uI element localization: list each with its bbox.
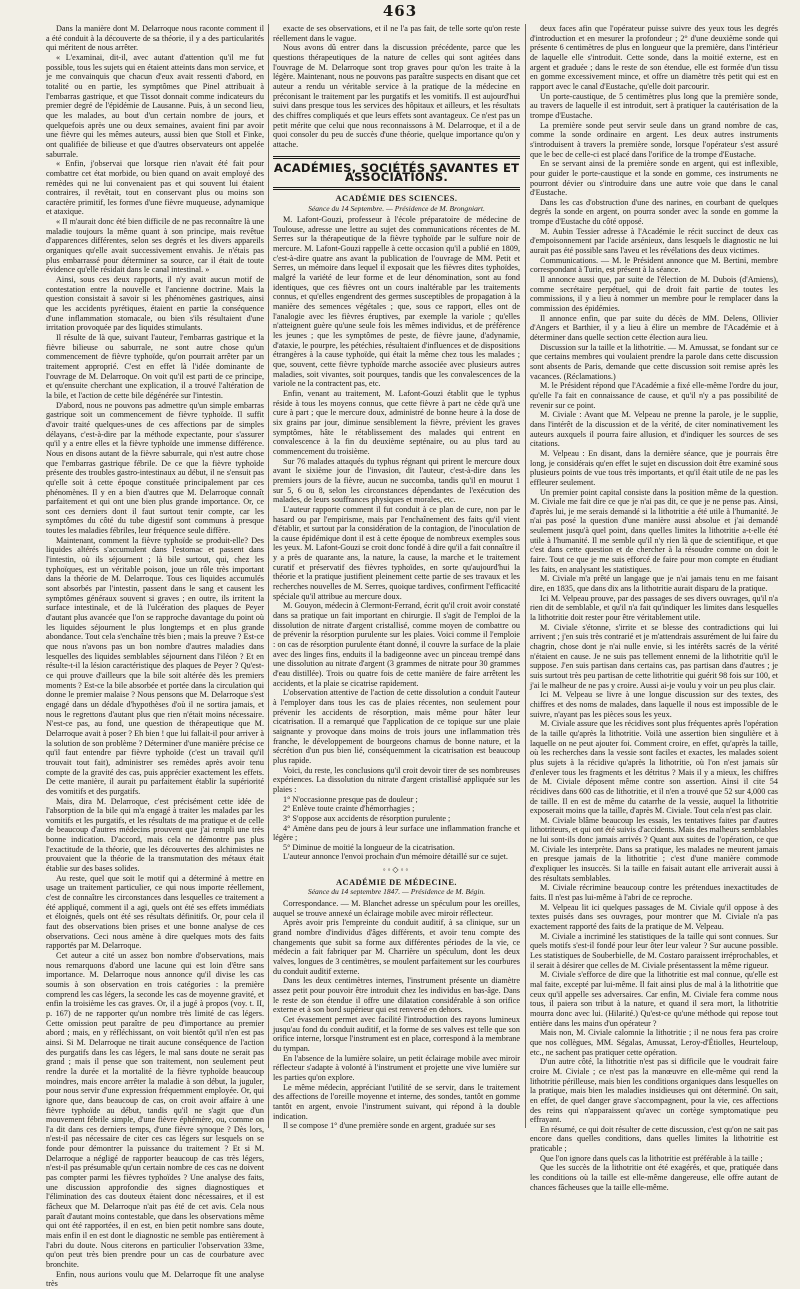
paragraph: M. le Président répond que l'Académie a fixé elle-même l'ordre du jour, qu'elle l'a fait en connaissance de cause, et qu'il n'y a pas possibilité de revenir sur ce point. bbox=[530, 381, 778, 410]
paragraph: D'abord, nous ne pouvons pas admettre qu'un simple embarras gastrique soit un commencement de fièvre typhoïde. Il suffit d'avoir traité quelques-unes de ces affections par de simples délayans, c'est-à-dire par la méthode expectante, pour s'assurer qu'il y a entre elles et la fièvre typhoïde une immense différence. Nous en disons autant de la fièvre saburrale, qui n'est autre chose que l'embarras gastrique fébrile. De ce que la fièvre typhoïde présente des troubles gastro-intestinaux au début, il ne s'ensuit pas qu'elle soit à cette époque constituée principalement par ces phénomènes. Il y en a bien d'autres que M. Delarroque connaît parfaitement et qui ont une bien plus grande importance. Or, ce sont ces derniers dont il faut surtout tenir compte, car les symptômes du côté du tube digestif sont communs à presque toutes les maladies fébriles, leur fréquence seule diffère. bbox=[46, 400, 264, 536]
paragraph: En se servant ainsi de la première sonde en argent, qui est inflexible, pour guider le porte-caustique et la sonde en gomme, ces instruments ne pourront dévier ou s'introduire dans une autre voie que dans le canal d'Eustache. bbox=[530, 159, 778, 198]
paragraph: Enfin, venant au traitement, M. Lafont-Gouzi établit que le typhus réside à tous les moyens connus, que cette fièvre à part ne cède qu'à une cure à part ; que le mercure doux, administré de bonne heure à la dose de six grains par jour, diminue sensiblement la fièvre, prévient les graves symptômes, hâte le rétablissement des malades qui entrent en convalescence à la fin du deuxième septénaire, ou au plus tard au commencement du troisième. bbox=[273, 388, 520, 456]
paragraph: 4° Amène dans peu de jours à leur surface une inflammation franche et légère ; bbox=[273, 823, 520, 843]
paragraph: M. Civiale s'étonne, s'irrite et se blesse des contradictions qui lui arrivent ; j'en suis très contrarié et je m'attendrais assurément de lui faire du chagrin, chose dont je n'ai nulle envie, si les intérêts sacrés de la vérité n'étaient en cause. Je ne suis pas tellement ennemi de la lithotritie qu'il le suppose. J'en suis partisan dans certains cas, pas partisan dans d'autres ; je suis surtout très peu partisan de cette lithotritie qui guérit 98 fois sur 100, et j'ai le malheur de ne pas y croire. Aussi ai-je voulu y voir un peu plus clair. bbox=[530, 622, 778, 690]
paragraph: Communications. — M. le Président annonce que M. Bertini, membre correspondant à Turin, est présent à la séance. bbox=[530, 255, 778, 275]
paragraph: Que les succès de la lithotritie ont été exagérés, et que, pratiquée dans les conditions où la taille est elle-même dangereuse, elle offre autant de chances fâcheuses que la taille elle-même. bbox=[530, 1163, 778, 1192]
academy-medicine-heading: ACADÉMIE DE MÉDECINE. bbox=[335, 877, 457, 887]
paragraph: 3° S'oppose aux accidents de résorption purulente ; bbox=[283, 813, 451, 823]
paragraph: Il annonce aussi que, par suite de l'élection de M. Dubois (d'Amiens), comme secrétaire perpétuel, qui de droit fait partie de toutes les commissions, il y a lieu à nommer un membre pour le remplacer dans la commission des épidémies. bbox=[530, 275, 778, 314]
paragraph: L'auteur rapporte comment il fut conduit à ce plan de cure, non par le hasard ou par l'empirisme, mais par l'enchaînement des faits qu'il vient d'établir, et surtout par la considération de la contagion, de l'inoculation de la cause épidémique dont il est à cette époque de nombreux exemples sous les yeux. M. Lafont-Gouzi se croit donc fondé à dire qu'il a fait connaître il y a près de quarante ans, la nature, la cause, la marche et le traitement curatif et préservatif des fièvres typhoïdes, en sorte qu'aujourd'hui la théorie et la pratique justifient pleinement cette partie de ses travaux et les recherches nouvelles de M. Serres, quoique tardives, confirment l'efficacité spéciale qu'il attribue au mercure doux. bbox=[273, 504, 520, 601]
paragraph: Un premier point capital consiste dans la position même de la question. M. Civiale me fait dire ce que je n'ai pas dit, ce que je ne pense pas. Ainsi, d'après lui, je me serais demandé si la lithotritie a été utile à l'humanité. Je n'ai pas posé la question d'une manière aussi absolue et j'ai demandé seulement jusqu'à quel point, dans quelles limites la lithotritie a-t-elle été utile à l'humanité. Il me semble qu'il n'y rien là que de scientifique, et que c'est dans cette question et de chercher à la résoudre comme on doit le faire. Tout ce que je me suis efforcé de faire pour mon compte en étudiant les faits, en analysant les statistiques. bbox=[530, 487, 778, 574]
paragraph: Ici M. Velpeau se livre à une longue discussion sur des textes, des chiffres et des noms de malades, dans laquelle il nous est impossible de le suivre, n'ayant pas les pièces sous les yeux. bbox=[530, 690, 778, 719]
paragraph: M. Civiale s'efforce de dire que la lithotritie est mal connue, qu'elle est mal faite, excepté par lui-même. Il fait ainsi plus de mal à la lithotritie que ceux qu'il appelle ses adversaires. Car enfin, M. Civiale fera comme nous tous, il paiera son tribut à la nature, et quand il sera mort, la lithotritie mourra donc avec lui. (Hilarité.) Qu'est-ce qu'une méthode qui repose tout entière dans les mains d'un opérateur ? bbox=[530, 970, 778, 1028]
paragraph: La première sonde peut servir seule dans un grand nombre de cas, comme la sonde ordinaire en argent. Les deux autres instruments s'introduisent à travers la première sonde, lorsque l'opérateur s'est assuré que le bec de celle-ci est placé dans l'orifice de la trompe d'Eustache. bbox=[530, 120, 778, 159]
article-continuation bbox=[273, 24, 520, 150]
paragraph: Dans les cas d'obstruction d'une des narines, en courbant de quelques degrés la sonde en argent, on pourra sonder avec la sonde en gomme la trompe d'Eustache du côté opposé. bbox=[530, 197, 778, 227]
paragraph: Au reste, quel que soit le motif qui a déterminé à mettre en usage un traitement particulier, ce qui nous importe réellement, c'est de connaître les circonstances dans lesquelles ce traitement a été appliqué, comment il a agi, quels ont été ses effets immédiats et éloignés, quels ont été ses résultats définitifs. Or, pour cela il faut des observations bien prises et une bonne analyse de ces observations. Ceci nous amène à dire quelques mots des faits rapportés par M. Delarroque. bbox=[46, 873, 264, 951]
section-heading: ACADÉMIES, SOCIÉTÉS SAVANTES ET ASSOCIATIONS. bbox=[273, 156, 520, 190]
page-number: 463 bbox=[382, 2, 418, 20]
column-1 bbox=[46, 24, 264, 1289]
paragraph: M. Aubin Tessier adresse à l'Académie le récit succinct de deux cas d'empoisonnement par l'acide arsénieux, dans lesquels le diagnostic ne lui aurait pas été possible sans l'aveu et les révélations des deux victimes. bbox=[530, 226, 778, 256]
column-3 bbox=[530, 24, 778, 1192]
paragraph: 2° Enlève toute crainte d'hémorrhagies ; bbox=[283, 804, 415, 814]
paragraph: Ainsi, sous ces deux rapports, il n'y avait aucun motif de contestation entre la nouvelle et l'ancienne doctrine. Mais la question consistait à savoir si les phénomènes gastriques, ainsi que les accidents pyrétiques, étaient en partie la conséquence d'une inflammation stomacale, ou bien s'ils résultaient d'une irritation provoquée par des liquides stimulants. bbox=[46, 275, 264, 333]
paragraph: Le même médecin, appréciant l'utilité de se servir, dans le traitement des affections de l'oreille moyenne et interne, des sondes, tantôt en gomme tantôt en argent, envoie l'instrument suivant, qui répond à la double indication. bbox=[273, 1082, 520, 1121]
paragraph: M. Velpeau lit ici quelques passages de M. Civiale qu'il oppose à des textes puisés dans ses ouvrages, pour montrer que M. Civiale n'a pas exactement rapporté des faits de la pratique de M. Velpeau. bbox=[530, 902, 778, 932]
paragraph: Mais non, M. Civiale calomnie la lithotritie ; il ne nous fera pas croire que nos collègues, MM. Ségalas, Amussat, Leroy-d'Étiolles, Heurteloup, etc., ne sachent pas pratiquer cette opération. bbox=[530, 1028, 778, 1057]
paragraph: Cet évasement permet avec facilité l'introduction des rayons lumineux jusqu'au fond du conduit auditif, et la forme de ses valves est telle que son orifice interne, lorsque l'instrument est en place, correspond à la membrane du tympan. bbox=[273, 1014, 520, 1053]
paragraph: 5° Diminue de moitié la longueur de la cicatrisation. bbox=[283, 842, 455, 852]
column-rule bbox=[268, 24, 269, 1128]
paragraph: M. Civiale m'a prêté un langage que je n'ai jamais tenu en me faisant dire, en 1835, que dans dix ans la lithotritie aurait disparu de la pratique. bbox=[530, 574, 778, 594]
paragraph: En l'absence de la lumière solaire, un petit éclairage mobile avec miroir réflecteur s'adapte à volonté à l'instrument et projette une vive lumière sur les parties qu'on explore. bbox=[273, 1053, 520, 1082]
academy-sciences-sitting: Séance du 14 Septembre. — Présidence de M. Brongniart. bbox=[308, 203, 485, 213]
paragraph: Il annonce enfin, que par suite du décès de MM. Delens, Ollivier d'Angers et Barthier, il y a lieu à élire un membre de l'Académie et à déterminer dans quelle section cette élection aura lieu. bbox=[530, 313, 778, 342]
paragraph: L'observation attentive de l'action de cette dissolution a conduit l'auteur à l'employer dans tous les cas de plaies récentes, non seulement pour prévenir les accidents de résorption, mais même pour hâter leur cicatrisation. Il a remarqué que l'application de ce topique sur une plaie saignante y provoque dans moins de trois jours une inflammation très franche, le développement de bourgeons charnus de bonne nature, et la sécrétion d'un pus bien lié, conséquemment la cicatrisation est beaucoup plus rapide. bbox=[273, 688, 520, 765]
paragraph: M. Gouyon, médecin à Clermont-Ferrand, écrit qu'il croit avoir constaté dans sa pratique un fait important en chirurgie. Il s'agit de l'emploi de la dissolution de nitrate d'argent cristallisé, comme moyen de combattre ou de prévenir la résorption purulente sur les plaies. Voici comme il l'emploie : on cas de résorption purulente étant donné, il couvre la surface de la plaie avec des linges fins, enduits il la badigeonne avec un pinceau trempé dans une dissolution au nitrate d'argent (3 grammes de nitrate pour 30 grammes d'eau distillée). Trois ou quatre fois de cette manière de faire arrêtent les accidents, et la plaie se cicatrise rapidement. bbox=[273, 601, 520, 688]
paragraph: Après avoir pris l'empreinte du conduit auditif, à sa clinique, sur un grand nombre d'individus d'âges différents, et avoir tenu compte des changements que subit sa forme aux différentes périodes de la vie, ce médecin a fait fabriquer par M. Charrière un spéculum, dont les deux valves, longues de 3 centimètres, se moulent parfaitement sur les courbures du conduit auditif externe. bbox=[273, 918, 520, 976]
paragraph: Dans les deux centimètres internes, l'instrument présente un diamètre assez petit pour pouvoir être introduit chez les individus en bas-âge. Dans le reste de son étendue il offre une dilatation considérable à son orifice externe et à son bord supérieur qui est renversé en dehors. bbox=[273, 976, 520, 1015]
paragraph: M. Civiale : Avant que M. Velpeau ne prenne la parole, je le supplie, dans l'intérêt de la discussion et de la vérité, de citer nominativement les auteurs auxquels il pourra faire allusion, et d'indiquer les sources de ses citations. bbox=[530, 410, 778, 449]
paragraph: Nous avons dû entrer dans la discussion précédente, parce que les questions thérapeutiques de la nature de celles qui sont agitées dans l'ouvrage de M. Delarroque sont trop graves pour qu'on les traite à la légère. Maintenant, nous ne pouvons pas paraître suspects en disant que cet auteur a rendu un véritable service à la pratique de la médecine en préconisant le traitement par les purgatifs et les vomitifs. Il est aujourd'hui suivi dans presque tous les services des hôpitaux et ailleurs, et les résultats des chiffres compliqués et que leurs effets sont avantageux. Ce n'est pas un petit mérite que celui que nous reconnaissons à M. Delarroque, et il a de quoi consoler du peu de succès d'une théorie, quelque importance qu'on y attache. bbox=[273, 43, 520, 149]
paragraph: Que l'on ignore dans quels cas la lithotritie est préférable à la taille ; bbox=[540, 1153, 763, 1163]
paragraph: M. Civiale assure que les récidives sont plus fréquentes après l'opération de la taille qu'après la lithotritie. Voilà une assertion bien singulière et à laquelle on ne peut ajouter foi. Comment croire, en effet, qu'après la taille, où les recherches dans la vessie sont faciles et exactes, les malades soient plus sujets à la récidive qu'après la lithotritie, où l'on n'est jamais sûr d'enlever tous les fragments et les détritus ? Mais il y a mieux, les chiffres de M. Civiale déposent même contre son assertion. Ainsi il cite 54 récidives dans 600 cas de lithotritie, et il n'en a trouvé que 52 sur 4,000 cas de taille. Il en est de même du catarrhe de la vessie, auquel la lithotritie exposerait moins que la taille, d'après M. Civiale. Tout cela n'est pas clair. bbox=[530, 719, 778, 816]
paragraph: L'auteur annonce l'envoi prochain d'un mémoire détaillé sur ce sujet. bbox=[283, 852, 508, 862]
paragraph: Mais, dira M. Delarroque, c'est précisément cette idée de l'absorption de la bile qui m'a engagé à traiter les malades par les vomitifs et les purgatifs, et les résultats de ma pratique et de celle de beaucoup d'autres médecins prouvent que j'ai rempli une très bonne indication. D'accord, mais cela ne démontre pas plus l'exactitude de la théorie, que les découvertes des alchimistes ne prouvaient que la théorie de la transmutation des métaux était établie sur des bases solides. bbox=[46, 796, 264, 874]
paragraph: Il résulte de là que, suivant l'auteur, l'embarras gastrique et la fièvre bilieuse ou saburrale, ne sont autre chose qu'un commencement de fièvre typhoïde, qu'on pourrait arrêter par un traitement approprié. C'est en effet là l'idée dominante de l'ouvrage de M. Delarroque. On voit qu'il est parti de ce principe, et qu'ensuite cherchant une explication, il a trouvé l'altération de la bile, et l'action de cette bile dégénérée sur l'intestin. bbox=[46, 333, 264, 400]
paragraph: Il se compose 1° d'une première sonde en argent, graduée sur ses bbox=[283, 1121, 496, 1131]
paragraph: En résumé, ce qui doit résulter de cette discussion, c'est qu'on ne sait pas encore dans quelles conditions, dans quelles limites la lithotritie est praticable ; bbox=[530, 1124, 778, 1154]
paragraph: « Il m'aurait donc été bien difficile de ne pas reconnaître là une maladie toujours la même quant à son principe, mais revêtue d'apparences différentes, selon ses degrés et les divers appareils organiques qu'elle avait successivement envahis. Je n'étais pas plus embarrassé pour déterminer sa source, car il était de toute évidence qu'elle résidait dans le canal intestinal. » bbox=[46, 217, 264, 275]
paragraph: M. Lafont-Gouzi, professeur à l'école préparatoire de médecine de Toulouse, adresse une lettre au sujet des communications récentes de M. Serres sur la thérapeutique de la fièvre typhoïde par le sulfure noir de mercure. M. Lafont-Gouzi rappelle à cette occasion qu'il a publié en 1809, c'est-à-dire quatre ans avant la publication de l'ouvrage de MM. Petit et Serres, un mémoire dans lequel il exposait que les fièvres dites typhoïdes, malgré la variété de leur forme et de leur dénomination, sont au fond identiques, que ces fièvres ont un cours inaltérable par les traitements connus, et qu'elles engendrent des germes susceptibles de propagation à la manière des semences végétales ; que, sous ce rapport, elles ont de l'analogie avec les fièvres éruptives, par exemple la variole ; qu'elles n'atteignent guère qu'une seule fois les mêmes individus, et de préférence les jeunes ; que les symptômes de peste, de fièvre jaune, d'adynamie, d'ataxie, le pourpre, les pétéchies, résultaient d'influences et de dispositions étrangères à la cause typhoïde, qui était la même chez tous les malades ; que, souvent, cette fièvre typhoïde marche associée avec plusieurs autres maladies, soit vivantes, soit pourques, tandis que les convalescences de la variole ne la contractent pas, etc. bbox=[273, 215, 520, 389]
academy-sciences-heading: ACADÉMIE DES SCIENCES. bbox=[335, 193, 458, 203]
paragraph: M. Civiale a incriminé les statistiques de la taille qui sont connues. Sur quels motifs s'est-il fondé pour leur ôter leur valeur ? Sur aucune possible. Les statistiques de Souberbielle, de M. Costaro paraissent irréprochables, et il serait à désirer que celles de M. Civiale présentassent la même rigueur. bbox=[530, 931, 778, 970]
paragraph: deux faces afin que l'opérateur puisse suivre des yeux tous les degrés d'introduction et en mesurer la profondeur ; 2° d'une deuxième sonde qui présente 6 centimètres de plus en longueur que la première, dans l'intérieur de laquelle elle s'introduit. Cette sonde, dans la moitié externe, est en argent et graduée ; dans le reste de son étendue, elle est formée d'un tissu en gomme excessivement mince, et offre un diamètre très petit qui est en rapport avec le canal d'Eustache, qu'elle doit parcourir. bbox=[530, 24, 778, 91]
paragraph: Correspondance. — M. Blanchet adresse un spéculum pour les oreilles, auquel se trouve annexé un éclairage mobile avec miroir réflecteur. bbox=[273, 899, 520, 918]
paragraph: M. Civiale récrimine beaucoup contre les prétendues inexactitudes de faits. Il n'est pas lui-même à l'abri de ce reproche. bbox=[530, 883, 778, 903]
academy-medicine-body bbox=[273, 899, 520, 1131]
paragraph: 1° N'occasionne presque pas de douleur ; bbox=[283, 794, 418, 804]
paragraph: Dans la manière dont M. Delarroque nous raconte comment il a été conduit à la découverte de sa théorie, il y a des particularités qui méritent de nous arrêter. bbox=[46, 24, 264, 53]
paragraph: « L'examinai, dit-il, avec autant d'attention qu'il me fut possible, tous les sujets qui en étaient atteints dans mon service, et je me convainquis que chacun d'eux avait ressenti d'abord, en totalité ou en partie, les symptômes que Pinel attribuait à l'embarras gastrique, et que Tissot donnait comme indicateurs du premier degré de l'épidémie de Lausanne. Puis, à un second lieu, que les malades, au bout d'un certain nombre de jours, et quelquefois après une ou deux semaines, avaient fini par avoir une fièvre qui les mêmes auteurs, aussi bien que Stoll et Finke, ont qualifiée de bilieuse et que d'autres observateurs ont appelée saburrale. bbox=[46, 52, 264, 159]
paragraph: Ici M. Velpeau prouve, par des passages de ses divers ouvrages, qu'il n'a rien dit de semblable, et qu'il n'a fait qu'indiquer les limites dans lesquelles la lithotritie doit rester pour être véritablement utile. bbox=[530, 593, 778, 623]
paragraph: M. Civiale blâme beaucoup les essais, les tentatives faites par d'autres lithotriteurs, et qui ont été suivis d'accidents. Mais des malheurs semblables ne lui sont-ils donc jamais arrivés ? Quant aux suites de l'opération, ce que M. Civiale les interprète. Dans sa pratique, les malades ne meurent jamais en presque jamais de la lithotritie ; c'est d'une manière commode d'expliquer les insuccès. Si la taille en faisait autant elle arriverait aussi à des résultats semblables. bbox=[530, 815, 778, 883]
paragraph: Enfin, nous aurions voulu que M. Delarroque fît une analyse très bbox=[46, 1269, 264, 1289]
paragraph: Sur 76 malades attaqués du typhus régnant qui prirent le mercure doux avant le sixième jour de l'invasion, dit l'auteur, c'est-à-dire dans les premiers jours de la fièvre, aucun ne succomba, tandis qu'il en mourut 1 sur 5, 6 ou 8, selon les circonstances dépendantes de l'exécution des malades, de leurs souffrances physiques et morales, etc. bbox=[273, 456, 520, 505]
paragraph: Maintenant, comment la fièvre typhoïde se produit-elle? Des liquides altérés s'accumulent dans l'estomac et passent dans l'intestin, où ils séjournent ; là bile surtout, qui, chez les typhoïques, est un véritable poison, joue un rôle très important dans la théorie de M. Delarroque. Tous ces liquides accumulés sont absorbés par l'intestin, passent dans le sang et causent les symptômes généraux souvent si graves ; en outre, ils irritent la surface intestinale, et de là l'ulcération des plaques de Peyer d'autant plus avancée que l'on se rapproche davantage du point où les liquides séjournent le plus longtemps et en plus grande abondance. Tout cela s'enchaîne très bien ; mais la preuve ? Est-ce que nous n'avons pas un bon nombre d'autres maladies dans lesquelles des liquides semblables séjournent dans l'iléon ? Et en résulte-t-il la lésion caractéristique des plaques de Peyer ? Qu'est-ce qui prouve d'ailleurs que la bile soit altérée dès les premiers moments ? Est-ce la bile absorbée et portée dans la circulation qui donne le premier malaise ? Nous pensons que M. Delarroque s'est engagé dans un dédale d'hypothèses d'où il ne sortira jamais, et nous le regrettons d'autant plus que rien n'était moins nécessaire. N'est-ce pas, au fond, une question de thérapeutique que M. Delarroque avait à poser ? Eh bien ! que lui fallait-il pour arriver à la solution de son problème ? Déterminer d'une manière précise ce qu'il faut entendre par fièvre typhoïde (c'est un travail qu'il trouvait tout fait), administrer ses remèdes après avoir tenu compte de la gravité des cas, puis apprécier exactement les effets. De cette manière, il aurait pu parfaitement établir la supériorité des vomitifs et des purgatifs. bbox=[46, 535, 264, 796]
column-2 bbox=[273, 24, 520, 1131]
paragraph: Voici, du reste, les conclusions qu'il croit devoir tirer de ses nombreuses expériences. La dissolution du nitrate d'argent cristallisé appliquée sur les plaies : bbox=[273, 765, 520, 794]
paragraph: D'un autre côté, la lithotritie n'est pas si difficile que le voudrait faire croire M. Civiale ; ce n'est pas la manœuvre en elle-même qui rend la lithotritie périlleuse, mais bien les conditions organiques dans lesquelles on la pratique, mais bien les maladies insidieuses qui ont déterminé. On sait, en effet, de quel danger grave s'accompagnent, pour la vie, ces affections des reins qui n'apparaissent qu'avec un cortège symptomatique peu effrayant. bbox=[530, 1057, 778, 1125]
academy-sciences-body bbox=[273, 215, 520, 862]
academy-medicine-sitting: Séance du 14 septembre 1847. — Présidence de M. Bégin. bbox=[307, 887, 486, 897]
paragraph: Discussion sur la taille et la lithotritie. — M. Amussat, se fondant sur ce que certains membres qui voulaient prendre la parole dans cette discussion sont absents de Paris, demande que cette discussion soit remise après les vacances. (Réclamations.) bbox=[530, 342, 778, 381]
column-rule bbox=[525, 24, 526, 1128]
paragraph: « Enfin, j'observai que lorsque rien n'avait été fait pour combattre cet état morbide, ou bien quand on avait employé des remèdes qui ne lui convenaient pas et qui souvent lui étaient contraires, il revêtait, tout en conservant plus ou moins son caractère primitif, les formes d'une fièvre muqueuse, adynamique et ataxique. bbox=[46, 159, 264, 217]
paragraph: Un porte-caustique, de 5 centimètres plus long que la première sonde, au travers de laquelle il est introduit, sert à pratiquer la cautérisation de la trompe d'Eustache. bbox=[530, 91, 778, 120]
paragraph: exacte de ses observations, et il ne l'a pas fait, de telle sorte qu'on reste réellement dans le vague. bbox=[273, 24, 520, 43]
paragraph: Cet auteur a cité un assez bon nombre d'observations, mais nous remarquons d'abord une lacune qui est loin d'être sans importance. M. Delarroque nous annonce qu'il divise les cas soumis à son observation en trois catégories : la première comprend les cas légers, la seconde les cas de moyenne gravité, et enfin la troisième les cas graves. Or, il a jugé à propos (voy. t. II, p. 167) de ne rapporter qu'un nombre très limité de cas légers. Cette omission peut paraître de peu d'importance au premier abord ; mais, en y réfléchissant, on voit bientôt qu'il n'en est pas ainsi. Si M. Delarroque ne tirait aucune conséquence de l'action des purgatifs dans les cas légers, le mal sans doute ne serait pas grand ; mais il pense que son traitement, non seulement peut rendre la durée et la mortalité de la fièvre typhoïde beaucoup moindres, mais encore arrêter la maladie à son début, la juguler, pour nous servir d'une expression fréquemment employée. Or, qui ignore que, dans beaucoup de cas, on croit avoir affaire à une fièvre typhoïde au début, tandis qu'il ne s'agit que d'un mouvement fébrile simple, d'une fièvre éphémère, ou, comme on l'a dit dans ces derniers temps, d'une fièvre synoque ? Dès lors, n'est-il pas nécessaire de citer ces cas légers sur lesquels on se fonde pour démontrer la puissance du traitement ? Et si M. Delarroque a négligé de rapporter beaucoup de cas très légers, n'est-il pas présumable qu'un certain nombre de ces cas ne doivent pas compter parmi les fièvres typhoïdes ? Une analyse des faits, une discussion approfondie des signes diagnostiques et l'élimination des cas douteux étaient donc nécessaires, et il est fâcheux que M. Delarroque n'ait pas été de cet avis. Cela nous paraît d'autant moins contestable, que dans les observations même qui ont été rapportées, il en est, en bien petit nombre sans doute, mais enfin il en est dont le diagnostic ne semble pas entièrement à l'abri du doute. Nous citerons en particulier l'observation 33me, qu'on peut très bien prendre pour un cas de courbature avec bronchite. bbox=[46, 951, 264, 1269]
section-ornament: ◦◦◇◦◦ bbox=[382, 865, 411, 875]
paragraph: M. Velpeau : En disant, dans la dernière séance, que je pourrais être long, je considérais qu'en effet le sujet en discussion doit être examiné sous plusieurs points de vue tous très importants, et qu'il était utile de ne pas les effleurer seulement. bbox=[530, 448, 778, 487]
